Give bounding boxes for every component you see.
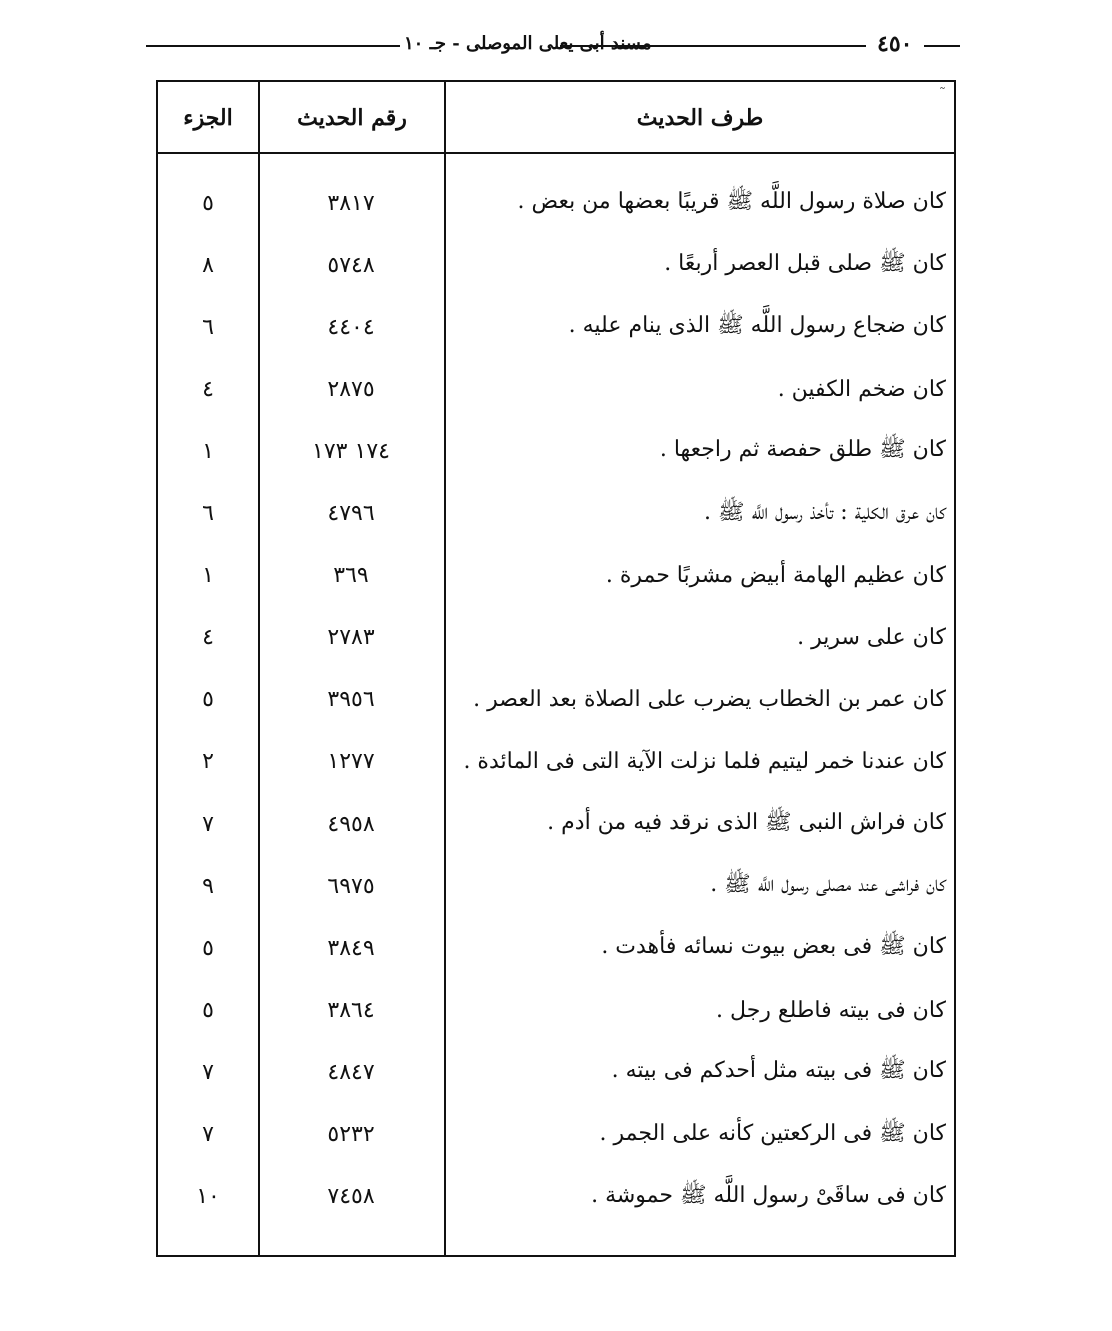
table-row xyxy=(158,607,954,669)
corner-mark: ˜ xyxy=(939,86,946,102)
table-row xyxy=(158,1104,954,1166)
table-row xyxy=(158,979,954,1041)
hadith-start-text: كان ضجاع رسول اللَّه ﷺ الذى ينام عليه . xyxy=(568,313,946,339)
hadith-number: ٤٨٤٧ xyxy=(327,1059,375,1085)
hadith-start-text: كان ﷺ صلى قبل العصر أربعًا . xyxy=(664,251,946,277)
hadith-start-text: كان عرق الكلية : تأخذ رسول اللَّه ﷺ . xyxy=(704,499,946,525)
hadith-start-text: كان ﷺ فى بيته مثل أحدكم فى بيته . xyxy=(611,1058,946,1084)
hadith-number: ٤٧٩٦ xyxy=(327,501,375,526)
hadith-start-text: كان ضخم الكفين . xyxy=(777,376,946,402)
header-rule-middle xyxy=(560,45,866,47)
hadith-number: ٢٨٧٥ xyxy=(327,376,375,402)
table-row xyxy=(158,917,954,979)
hadith-number: ٣٨٤٩ xyxy=(327,935,375,961)
hadith-number: ٤٤٠٤ xyxy=(327,314,375,340)
header-rule-left xyxy=(146,45,400,47)
column-header-hadith-start: طرف الحديث xyxy=(636,105,764,131)
hadith-start-text: كان فراش النبى ﷺ الذى نرقد فيه من أدم . xyxy=(547,810,946,835)
hadith-number: ٣٨٦٤ xyxy=(327,997,375,1023)
hadith-number: ٤٩٥٨ xyxy=(327,811,375,837)
table-row xyxy=(158,1041,954,1103)
table-row xyxy=(158,1166,954,1228)
running-title: مسند أبى يعلى الموصلى - جـ ١٠ xyxy=(400,28,656,60)
hadith-start-text: كان فى ساقَىْ رسول اللَّه ﷺ حموشة . xyxy=(591,1182,946,1208)
part-number: ٩ xyxy=(202,873,214,899)
hadith-number: ٣٦٩ xyxy=(333,563,369,589)
column-header-part: الجزء xyxy=(183,105,233,131)
hadith-start-text: كان صلاة رسول اللَّه ﷺ قريبًا بعضها من بعض . xyxy=(517,189,946,214)
hadith-start-text: كان عندنا خمر ليتيم فلما نزلت الآية التى فى المائدة . xyxy=(463,749,946,775)
hadith-start-text: كان على سرير . xyxy=(797,625,946,651)
hadith-number: ٥٢٣٢ xyxy=(327,1122,375,1147)
table-row xyxy=(158,545,954,607)
table-row xyxy=(158,172,954,234)
header-rule-right xyxy=(924,45,960,47)
hadith-number: ٣٨١٧ xyxy=(327,190,375,216)
part-number: ٥ xyxy=(202,190,214,216)
hadith-number: ٢٧٨٣ xyxy=(327,625,375,651)
table-row xyxy=(158,731,954,793)
part-number: ٧ xyxy=(202,1122,214,1147)
table-row xyxy=(158,793,954,855)
table-row xyxy=(158,296,954,358)
hadith-number: ٦٩٧٥ xyxy=(327,873,375,899)
part-number: ٧ xyxy=(202,811,214,837)
part-number: ٥ xyxy=(202,997,214,1023)
part-number: ٥ xyxy=(202,687,214,713)
table-row xyxy=(158,234,954,296)
part-number: ١٠ xyxy=(196,1184,220,1210)
table-row xyxy=(158,855,954,917)
part-number: ٧ xyxy=(202,1059,214,1085)
part-number: ١ xyxy=(202,563,214,589)
part-number: ٢ xyxy=(202,749,214,775)
hadith-number: ١٧٤ ١٧٣ xyxy=(312,438,390,464)
hadith-index-table xyxy=(156,80,956,1257)
hadith-number: ٣٩٥٦ xyxy=(327,687,375,713)
hadith-start-text: كان ﷺ فى الركعتين كأنه على الجمر . xyxy=(599,1120,946,1146)
column-header-hadith-number: رقم الحديث xyxy=(297,105,407,131)
part-number: ١ xyxy=(202,438,214,464)
part-number: ٤ xyxy=(202,625,214,651)
part-number: ٨ xyxy=(202,252,214,278)
hadith-start-text: كان فراشى عند مصلى رسول اللَّه ﷺ . xyxy=(710,872,946,898)
page-header xyxy=(0,28,1112,62)
table-header-row xyxy=(158,82,954,154)
part-number: ٥ xyxy=(202,935,214,961)
hadith-start-text: كان ﷺ فى بعض بيوت نسائه فأهدت . xyxy=(601,934,946,960)
table-row xyxy=(158,358,954,420)
part-number: ٦ xyxy=(202,314,214,340)
hadith-start-text: كان فى بيته فاطلع رجل . xyxy=(716,997,946,1023)
part-number: ٤ xyxy=(202,376,214,402)
page-number: ٤٥٠ xyxy=(871,28,918,60)
hadith-number: ٥٧٤٨ xyxy=(327,252,375,278)
hadith-number: ١٢٧٧ xyxy=(327,749,375,775)
hadith-start-text: كان ﷺ طلق حفصة ثم راجعها . xyxy=(659,437,946,463)
table-row xyxy=(158,483,954,545)
hadith-start-text: كان عظيم الهامة أبيض مشربًا حمرة . xyxy=(605,563,946,589)
part-number: ٦ xyxy=(202,501,214,526)
table-row xyxy=(158,669,954,731)
hadith-number: ٧٤٥٨ xyxy=(327,1184,375,1210)
hadith-start-text: كان عمر بن الخطاب يضرب على الصلاة بعد العصر . xyxy=(473,687,946,713)
table-row xyxy=(158,420,954,482)
